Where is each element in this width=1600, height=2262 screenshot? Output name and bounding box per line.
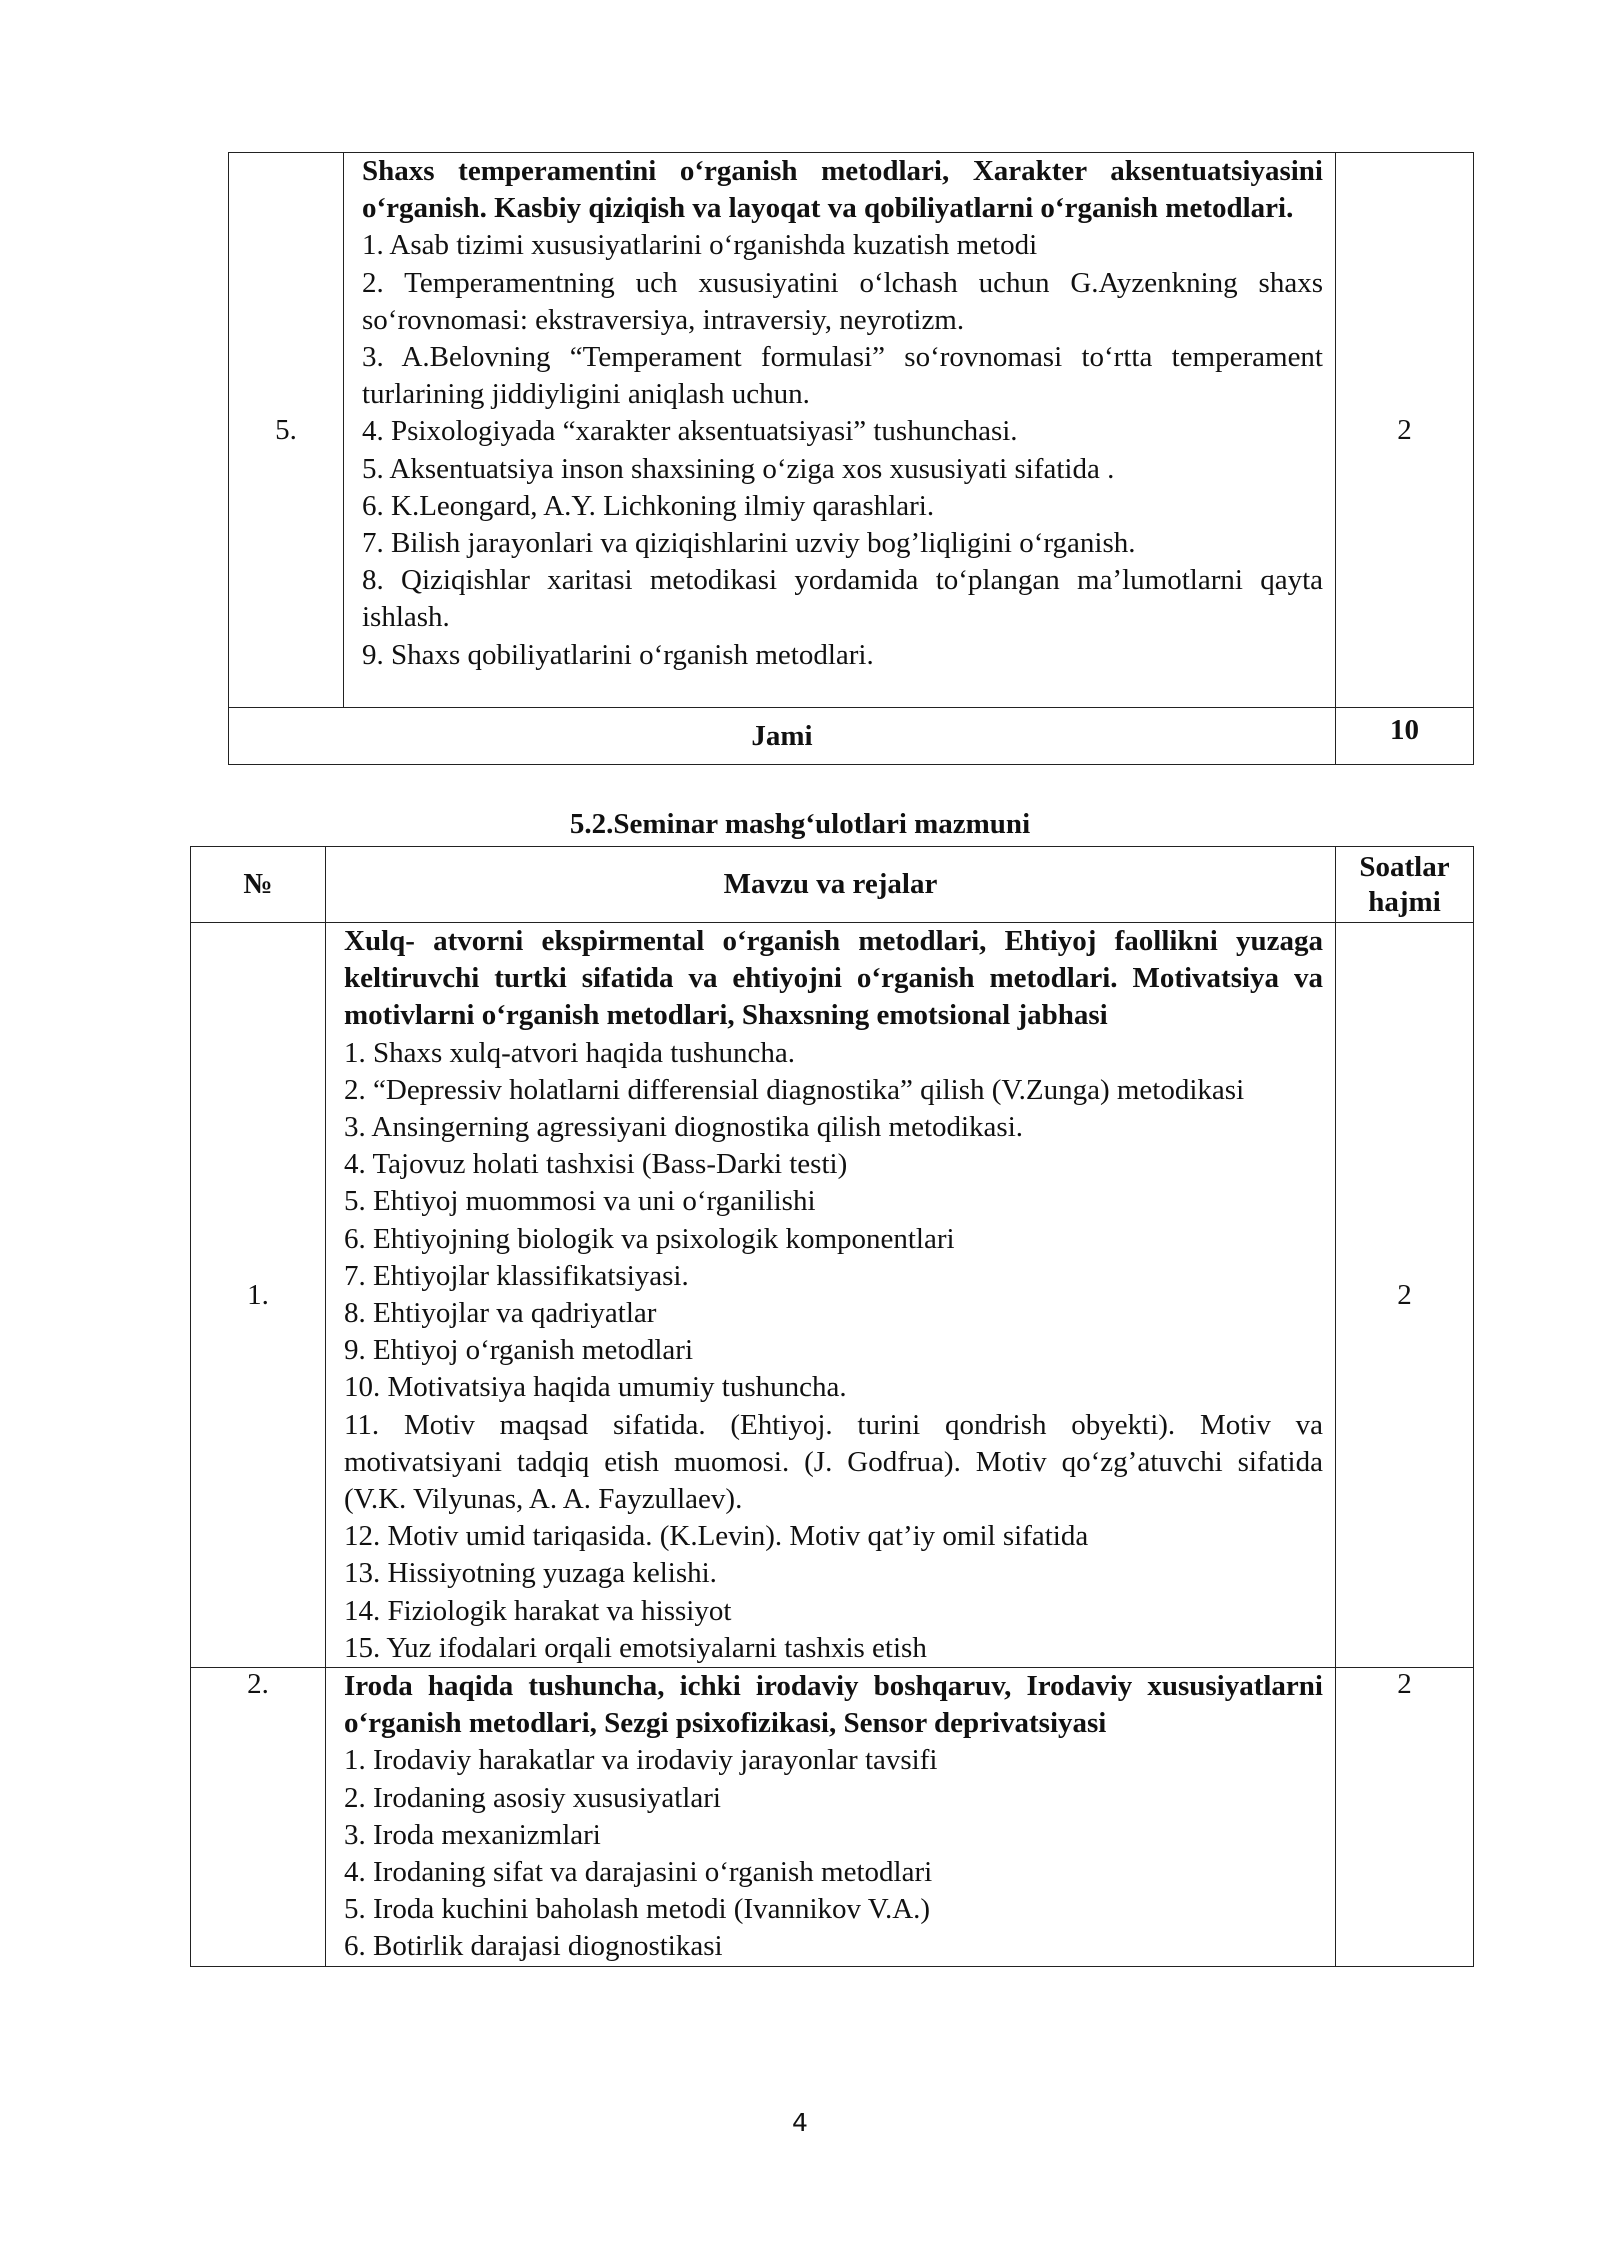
plan-item: 6. Ehtiyojning biologik va psixologik komponentlari xyxy=(344,1222,955,1255)
plan-item: 1. Shaxs xulq-atvori haqida tushuncha. xyxy=(344,1036,796,1069)
row-number: 2. xyxy=(191,1668,326,1967)
plan-item: 5. Aksentuatsiya inson shaxsining o‘ziga xos xususiyati sifatida . xyxy=(362,452,1115,485)
header-hours: Soatlar hajmi xyxy=(1336,847,1474,923)
table-row xyxy=(191,1668,1474,1967)
header-topic: Mavzu va rejalar xyxy=(326,847,1336,923)
plan-item: 8. Qiziqishlar xaritasi metodikasi yordamida to‘plangan ma’lumotlarni qayta ishlash. xyxy=(362,564,1323,634)
topics-table-continued xyxy=(228,152,1474,765)
table-row xyxy=(229,153,1474,708)
plan-item: 13. Hissiyotning yuzaga kelishi. xyxy=(344,1557,717,1590)
plan-item: 4. Psixologiyada “xarakter aksentuatsiyasi” tushunchasi. xyxy=(362,415,1018,448)
plan-item: 2. Temperamentning uch xususiyatini o‘lchash uchun G.Ayzenkning shaxs so‘rovnomasi: ekstraversiya, intraversiy, neyrotizm. xyxy=(362,266,1323,336)
total-label: Jami xyxy=(229,708,1336,765)
seminar-table xyxy=(190,846,1474,1967)
page-number: 4 xyxy=(792,2108,808,2137)
header-number: № xyxy=(191,847,326,923)
plan-item: 3. Ansingerning agressiyani diognostika qilish metodikasi. xyxy=(344,1111,1024,1144)
plan-item: 4. Tajovuz holati tashxisi (Bass-Darki testi) xyxy=(344,1148,848,1181)
plan-item: 7. Ehtiyojlar klassifikatsiyasi. xyxy=(344,1259,689,1292)
plan-item: 6. K.Leongard, A.Y. Lichkoning ilmiy qarashlari. xyxy=(362,489,935,522)
section-title: 5.2.Seminar mashg‘ulotlari mazmuni xyxy=(569,808,1031,840)
plan-item: 5. Ehtiyoj muommosi va uni o‘rganilishi xyxy=(344,1185,816,1218)
plan-item: 3. A.Belovning “Temperament formulasi” so‘rovnomasi to‘rtta temperament turlarining jiddiyligini aniqlash uchun. xyxy=(362,341,1323,411)
plan-item: 15. Yuz ifodalari orqali emotsiyalarni tashxis etish xyxy=(344,1631,927,1664)
plan-item: 3. Iroda mexanizmlari xyxy=(344,1818,601,1851)
topic-title: Iroda haqida tushuncha, ichki irodaviy boshqaruv, Irodaviy xususiyatlarni o‘rganish metodlari, Sezgi psixofizikasi, Sensor deprivatsiyasi xyxy=(344,1670,1323,1740)
plan-item: 6. Botirlik darajasi diognostikasi xyxy=(344,1930,723,1963)
total-row xyxy=(229,708,1474,765)
hours-cell: 2 xyxy=(1336,1668,1474,1967)
plan-item: 9. Shaxs qobiliyatlarini o‘rganish metodlari. xyxy=(362,638,874,671)
table-row xyxy=(191,923,1474,1668)
plan-item: 1. Irodaviy harakatlar va irodaviy jarayonlar tavsifi xyxy=(344,1744,938,1777)
topic-cell xyxy=(326,1668,1336,1967)
table-header-row xyxy=(191,847,1474,923)
plan-item: 9. Ehtiyoj o‘rganish metodlari xyxy=(344,1334,694,1367)
plan-item: 12. Motiv umid tariqasida. (K.Levin). Motiv qat’iy omil sifatida xyxy=(344,1520,1089,1553)
row-number: 1. xyxy=(191,923,326,1668)
plan-item: 1. Asab tizimi xususiyatlarini o‘rganishda kuzatish metodi xyxy=(362,229,1038,262)
plan-item: 5. Iroda kuchini baholash metodi (Ivannikov V.A.) xyxy=(344,1893,931,1926)
plan-item: 7. Bilish jarayonlari va qiziqishlarini uzviy bog’liqligini o‘rganish. xyxy=(362,527,1136,560)
hours-cell: 2 xyxy=(1336,923,1474,1668)
topic-cell xyxy=(326,923,1336,1668)
topic-cell xyxy=(344,153,1336,708)
plan-item: 8. Ehtiyojlar va qadriyatlar xyxy=(344,1297,657,1330)
plan-item: 2. Irodaning asosiy xususiyatlari xyxy=(344,1781,721,1814)
plan-item: 14. Fiziologik harakat va hissiyot xyxy=(344,1594,732,1627)
plan-item: 11. Motiv maqsad sifatida. (Ehtiyoj. turini qondrish obyekti). Motiv va motivatsiyani tadqiq etish muomosi. (J. Godfrua). Motiv qo‘zg’atuvchi sifatida (V.K. Vilyunas, A. A. Fayzullaev). xyxy=(344,1408,1323,1516)
hours-cell: 2 xyxy=(1336,153,1474,708)
topic-title: Shaxs temperamentini o‘rganish metodlari, Xarakter aksentuatsiyasini o‘rganish. Kasbiy qiziqish va layoqat va qobiliyatlarni o‘rganish metodlari. xyxy=(362,155,1323,225)
row-number: 5. xyxy=(229,153,344,708)
plan-item: 4. Irodaning sifat va darajasini o‘rganish metodlari xyxy=(344,1856,933,1889)
plan-item: 2. “Depressiv holatlarni differensial diagnostika” qilish (V.Zunga) metodikasi xyxy=(344,1073,1245,1106)
total-value: 10 xyxy=(1336,708,1474,765)
plan-item: 10. Motivatsiya haqida umumiy tushuncha. xyxy=(344,1371,847,1404)
topic-title: Xulq- atvorni ekspirmental o‘rganish metodlari, Ehtiyoj faollikni yuzaga keltiruvchi turtki sifatida va ehtiyojni o‘rganish metodlari. Motivatsiya va motivlarni o‘rganish metodlari, Shaxsning emotsional jabhasi xyxy=(344,925,1323,1032)
